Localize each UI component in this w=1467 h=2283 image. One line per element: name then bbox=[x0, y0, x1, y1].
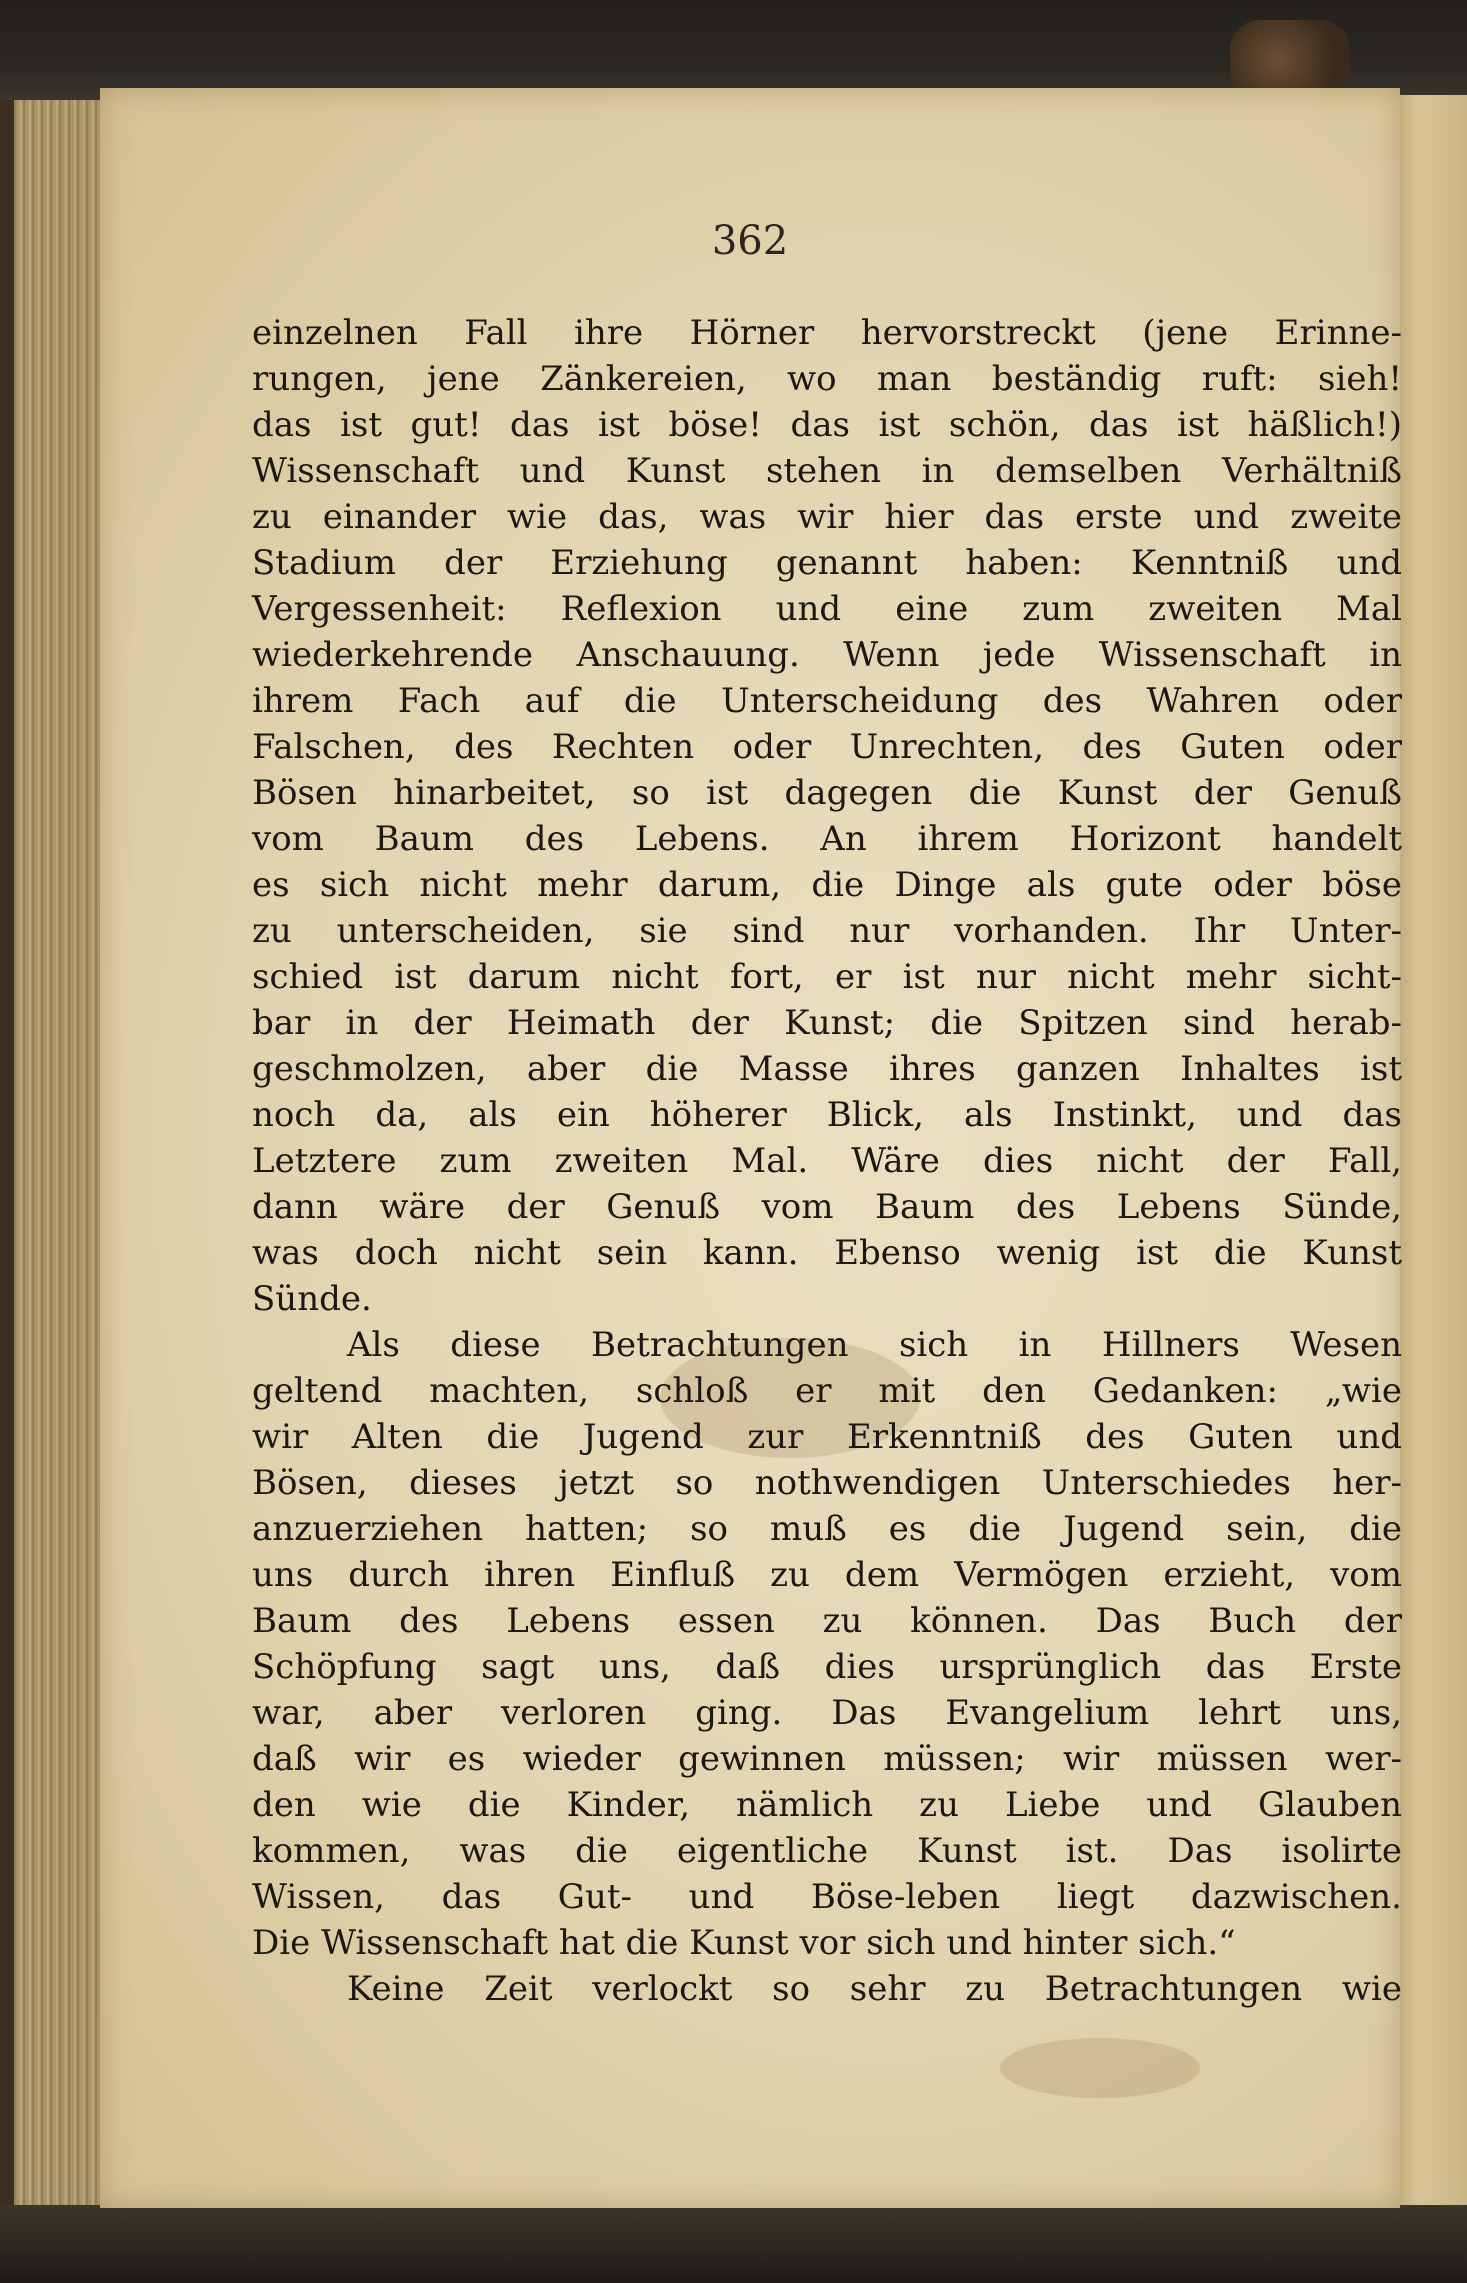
text-line: Sünde. bbox=[252, 1279, 372, 1319]
text-line: es sich nicht mehr darum, die Dinge als gute oder böse bbox=[252, 865, 1402, 905]
text-line: das ist gut! das ist böse! das ist schön, das ist häßlich!) bbox=[252, 405, 1402, 445]
text-line: Bösen hinarbeitet, so ist dagegen die Kunst der Genuß bbox=[252, 773, 1402, 813]
text-line: kommen, was die eigentliche Kunst ist. Das isolirte bbox=[252, 1831, 1402, 1871]
text-line: anzuerziehen hatten; so muß es die Jugend sein, die bbox=[252, 1509, 1402, 1549]
text-line: Schöpfung sagt uns, daß dies ursprünglich das Erste bbox=[252, 1647, 1402, 1687]
text-line: dann wäre der Genuß vom Baum des Lebens Sünde, bbox=[252, 1187, 1402, 1227]
text-line: vom Baum des Lebens. An ihrem Horizont handelt bbox=[252, 819, 1402, 859]
text-line: Stadium der Erziehung genannt haben: Kenntniß und bbox=[252, 543, 1402, 583]
book-page bbox=[100, 88, 1400, 2208]
body-text bbox=[252, 310, 1402, 2012]
text-line: Als diese Betrachtungen sich in Hillners Wesen bbox=[347, 1325, 1402, 1365]
text-line: Baum des Lebens essen zu können. Das Buch der bbox=[252, 1601, 1402, 1641]
text-line: was doch nicht sein kann. Ebenso wenig ist die Kunst bbox=[252, 1233, 1402, 1273]
text-line: Wissenschaft und Kunst stehen in demselben Verhältniß bbox=[252, 451, 1402, 491]
text-line: Letztere zum zweiten Mal. Wäre dies nicht der Fall, bbox=[252, 1141, 1402, 1181]
left-page-stack bbox=[0, 100, 112, 2210]
text-line: uns durch ihren Einfluß zu dem Vermögen erzieht, vom bbox=[252, 1555, 1402, 1595]
book-cover-edge bbox=[0, 100, 14, 2210]
text-line: geschmolzen, aber die Masse ihres ganzen Inhaltes ist bbox=[252, 1049, 1402, 1089]
text-line: noch da, als ein höherer Blick, als Instinkt, und das bbox=[252, 1095, 1402, 1135]
text-line: Keine Zeit verlockt so sehr zu Betrachtungen wie bbox=[347, 1969, 1402, 2009]
text-line: einzelnen Fall ihre Hörner hervorstreckt (jene Erinne- bbox=[252, 313, 1402, 353]
text-line: rungen, jene Zänkereien, wo man beständig ruft: sieh! bbox=[252, 359, 1402, 399]
text-line: daß wir es wieder gewinnen müssen; wir müssen wer- bbox=[252, 1739, 1402, 1779]
text-line: den wie die Kinder, nämlich zu Liebe und Glauben bbox=[252, 1785, 1402, 1825]
text-line: Die Wissenschaft hat die Kunst vor sich und hinter sich.“ bbox=[252, 1923, 1236, 1963]
text-line: bar in der Heimath der Kunst; die Spitzen sind herab- bbox=[252, 1003, 1402, 1043]
text-line: Wissen, das Gut- und Böse-leben liegt dazwischen. bbox=[252, 1877, 1402, 1917]
page-number: 362 bbox=[711, 218, 789, 264]
text-line: zu einander wie das, was wir hier das erste und zweite bbox=[252, 497, 1402, 537]
text-line: wir Alten die Jugend zur Erkenntniß des Guten und bbox=[252, 1417, 1402, 1457]
paper-stain bbox=[1000, 2038, 1200, 2098]
text-line: wiederkehrende Anschauung. Wenn jede Wissenschaft in bbox=[252, 635, 1402, 675]
text-line: ihrem Fach auf die Unterscheidung des Wahren oder bbox=[252, 681, 1402, 721]
text-line: schied ist darum nicht fort, er ist nur nicht mehr sicht- bbox=[252, 957, 1402, 997]
book-bottom-edge bbox=[0, 2205, 1467, 2283]
text-line: war, aber verloren ging. Das Evangelium lehrt uns, bbox=[252, 1693, 1402, 1733]
text-line: zu unterscheiden, sie sind nur vorhanden. Ihr Unter- bbox=[252, 911, 1402, 951]
text-line: Falschen, des Rechten oder Unrechten, des Guten oder bbox=[252, 727, 1402, 767]
text-line: Vergessenheit: Reflexion und eine zum zweiten Mal bbox=[252, 589, 1402, 629]
text-line: Bösen, dieses jetzt so nothwendigen Unterschiedes her- bbox=[252, 1463, 1402, 1503]
text-line: geltend machten, schloß er mit den Gedanken: „wie bbox=[252, 1371, 1402, 1411]
